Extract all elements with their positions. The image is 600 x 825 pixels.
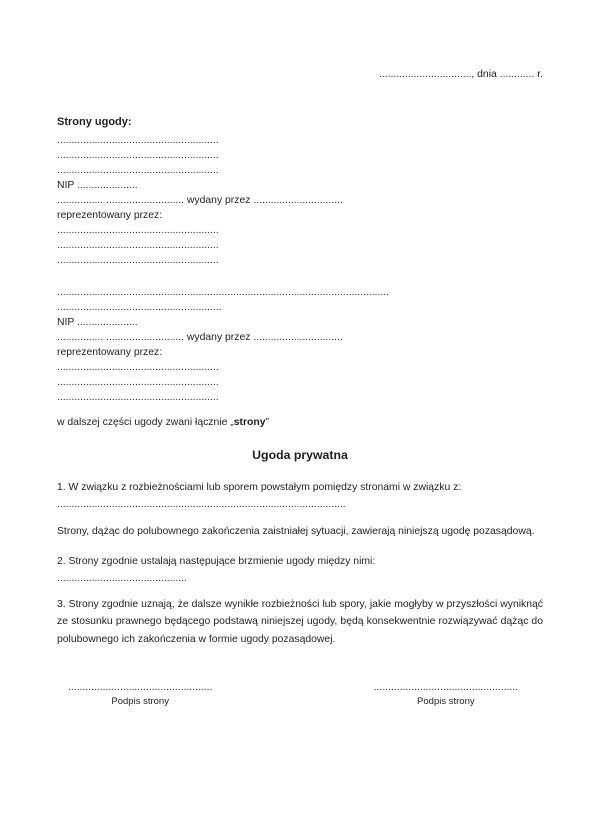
paragraph-2 xyxy=(57,553,543,587)
signatures-row xyxy=(57,680,543,708)
party-2-represented-label: reprezentowany przez: xyxy=(57,347,163,358)
signature-right-label: Podpis strony xyxy=(417,695,475,707)
joint-parties-clause xyxy=(57,415,543,430)
party-1-name-line: ........................................................ xyxy=(57,165,219,176)
party-1-represented-label: reprezentowany przez: xyxy=(57,210,163,221)
party-1-id-line: ................ ........................... wydany przez ............................... xyxy=(57,195,343,206)
party-2-block xyxy=(57,285,543,405)
paragraph-3-text: 3. Strony zgodnie uznają, że dalsze wynikłe rozbieżności lub spory, jakie mogłyby w przyszłości wyniknąć ze stosunku prawnego będącego podstawą niniejszej ugody, będą konsekwentnie rozwiązywać dążąc do polubownego ich zakończenia w formie ugody pozasądowej. xyxy=(57,599,543,645)
party-1-representative-line: ........................................................ xyxy=(57,225,219,236)
party-1-representative-line: ........................................................ xyxy=(57,255,219,266)
party-1-name-line: ........................................................ xyxy=(57,150,219,161)
party-1-representative-line: ........................................................ xyxy=(57,240,219,251)
paragraph-1b-text: Strony, dążąc do polubownego zakończenia zaistniałej sytuacji, zawierają niniejszą ugodę pozasądową. xyxy=(57,526,535,537)
joint-clause-bold-term: strony xyxy=(233,417,266,428)
date-line: ................................, dnia ............ r. xyxy=(379,69,543,80)
party-1-nip-line: NIP ..................... xyxy=(57,180,138,191)
paragraph-1-text: 1. W związku z rozbieżnościami lub sporem powstałym pomiędzy stronami w związku z: xyxy=(57,482,462,493)
party-1-block xyxy=(57,133,543,268)
joint-clause-suffix: ” xyxy=(265,417,269,428)
signature-right-block xyxy=(374,680,518,708)
party-2-name-line: ......................................................... xyxy=(57,302,222,313)
party-2-name-line: ................................................................................................................... xyxy=(57,287,389,298)
paragraph-2-text: 2. Strony zgodnie ustalają następujące brzmienie ugody między nimi: xyxy=(57,556,376,567)
paragraph-1-fill-line: .................................................................................................... xyxy=(57,499,346,510)
signature-left-block xyxy=(68,680,212,708)
party-2-nip-line: NIP ..................... xyxy=(57,317,138,328)
signature-right-line: .................................................. xyxy=(373,681,518,693)
document-title: Ugoda prywatna xyxy=(252,448,348,462)
party-2-id-line: ................ ........................... wydany przez ............................... xyxy=(57,332,343,343)
party-2-representative-line: ........................................................ xyxy=(57,392,219,403)
signature-left-label: Podpis strony xyxy=(111,695,169,707)
paragraph-2-fill-line: ............................................. xyxy=(57,573,187,584)
signature-left-line: .................................................. xyxy=(68,681,213,693)
paragraph-1 xyxy=(57,479,543,513)
joint-clause-prefix: w dalszej części ugody zwani łącznie „ xyxy=(57,417,234,428)
parties-heading: Strony ugody: xyxy=(57,116,132,128)
party-2-representative-line: ........................................................ xyxy=(57,362,219,373)
party-2-representative-line: ........................................................ xyxy=(57,377,219,388)
party-1-name-line: ........................................................ xyxy=(57,135,219,146)
